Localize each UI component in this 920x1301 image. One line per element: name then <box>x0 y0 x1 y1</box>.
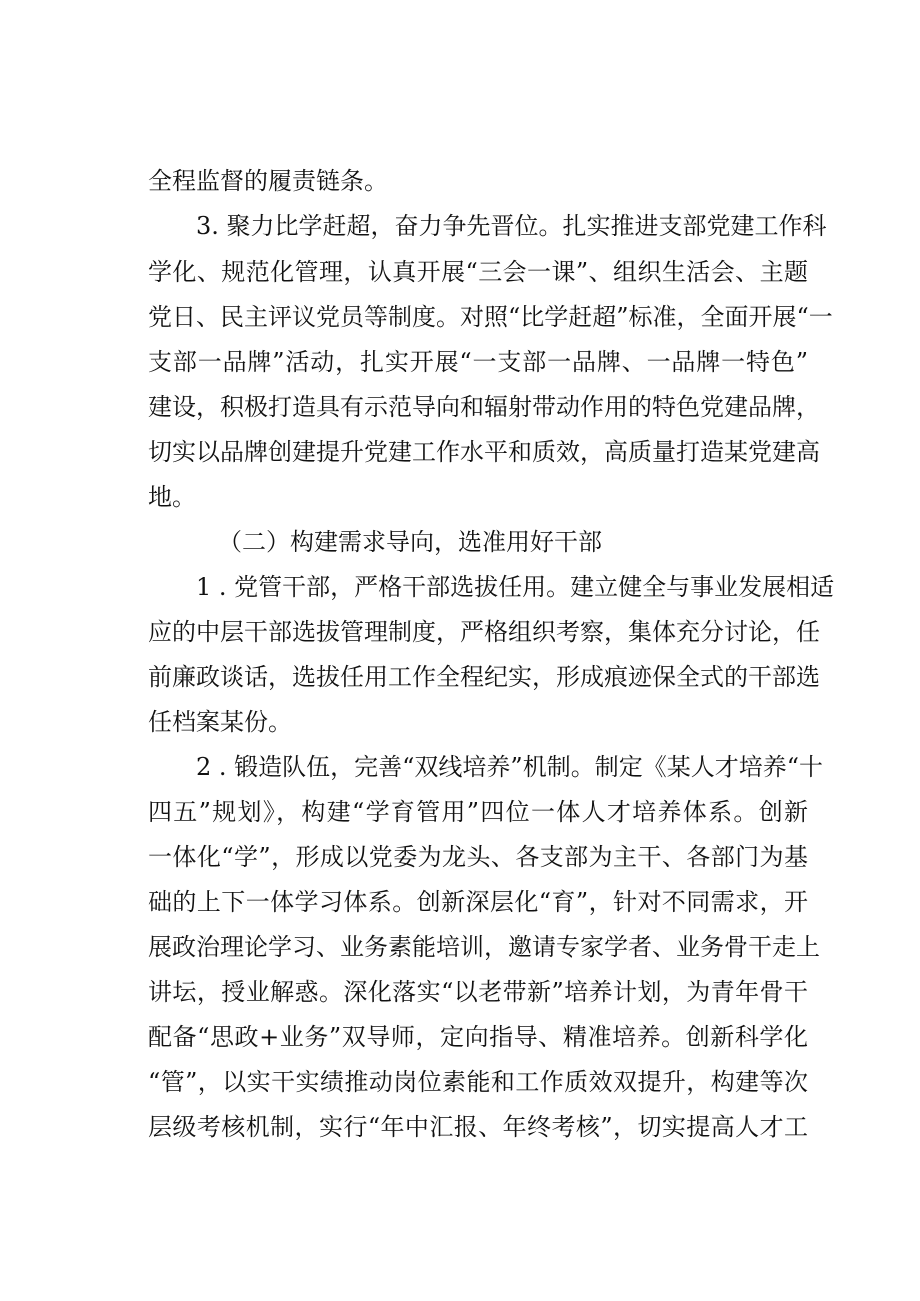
text-line: 学化、规范化管理，认真开展“三会一课”、组织生活会、主题 <box>148 258 808 286</box>
text-line: 建设，积极打造具有示范导向和辐射带动作用的特色党建品牌， <box>148 393 820 421</box>
text-line: “管”，以实干实绩推动岗位素能和工作质效双提升，构建等次 <box>148 1068 808 1096</box>
section-heading: （二）构建需求导向，选准用好干部 <box>218 528 602 556</box>
text-line: 配备“思政+业务”双导师，定向指导、精准培养。创新科学化 <box>148 1023 808 1051</box>
text-line: 全程监督的履责链条。 <box>148 167 388 195</box>
text-line: 一体化“学”，形成以党委为龙头、各支部为主干、各部门为基 <box>148 843 808 871</box>
text-line: 前廉政谈话，选拔任用工作全程纪实，形成痕迹保全式的干部选 <box>148 663 820 691</box>
text-line: 地。 <box>148 483 196 511</box>
text-line: 切实以品牌创建提升党建工作水平和质效，高质量打造某党建高 <box>148 438 820 466</box>
text-line: 支部一品牌”活动，扎实开展“一支部一品牌、一品牌一特色” <box>148 348 808 376</box>
text-line: 层级考核机制，实行“年中汇报、年终考核”，切实提高人才工 <box>148 1113 808 1141</box>
text-line: 3. 聚力比学赶超，奋力争先晋位。扎实推进支部党建工作科 <box>196 212 827 240</box>
text-line: 任档案某份。 <box>148 708 292 736</box>
text-line: 应的中层干部选拔管理制度，严格组织考察，集体充分讨论，任 <box>148 618 820 646</box>
text-line: 1 . 党管干部，严格干部选拔任用。建立健全与事业发展相适 <box>196 573 835 601</box>
text-line: 展政治理论学习、业务素能培训，邀请专家学者、业务骨干走上 <box>148 933 820 961</box>
text-line: 讲坛，授业解惑。深化落实“以老带新”培养计划，为青年骨干 <box>148 978 808 1006</box>
text-line: 础的上下一体学习体系。创新深层化“育”，针对不同需求，开 <box>148 888 808 916</box>
text-line: 2 . 锻造队伍，完善“双线培养”机制。制定《某人才培养“十 <box>196 753 823 781</box>
text-line: 党日、民主评议党员等制度。对照“比学赶超”标准，全面开展“一 <box>148 303 833 331</box>
text-line: 四五”规划》，构建“学育管用”四位一体人才培养体系。创新 <box>148 798 808 826</box>
